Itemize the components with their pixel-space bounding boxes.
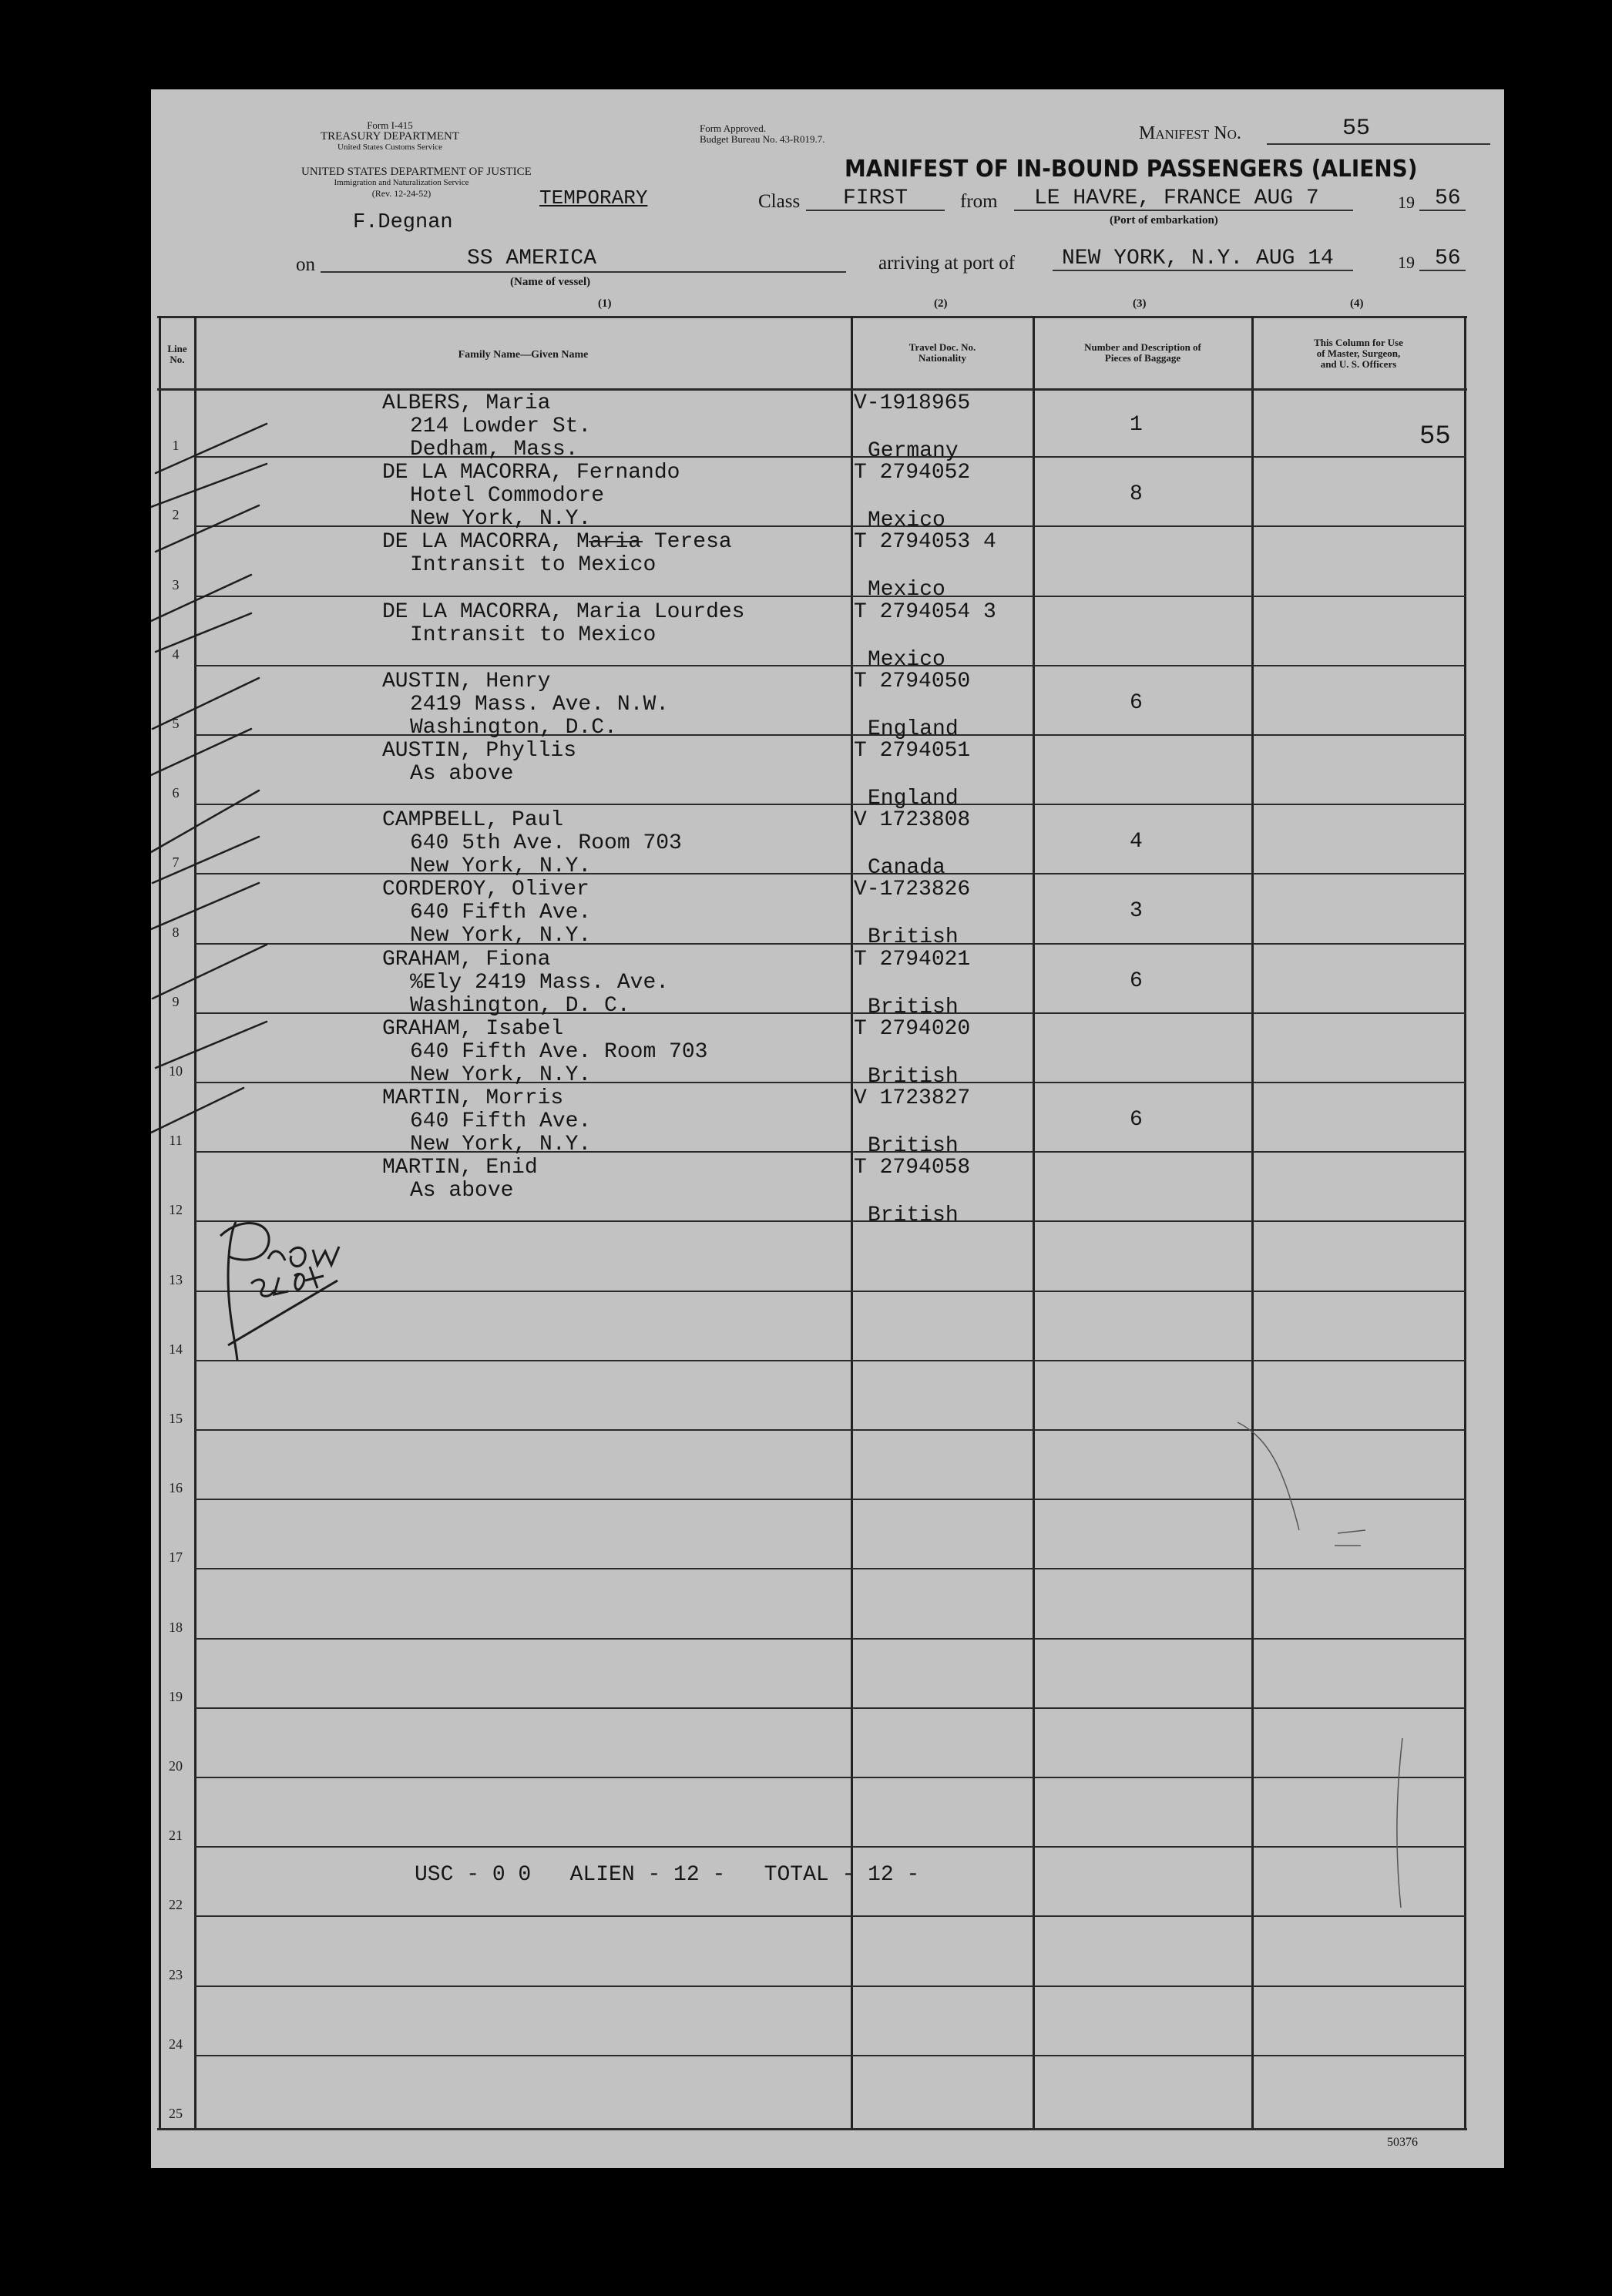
line-number: 16 <box>169 1480 183 1496</box>
justice-block: UNITED STATES DEPARTMENT OF JUSTICE Immigration and Naturalization Service (Rev. 12-24-52) <box>301 166 532 199</box>
passenger-address-line2: New York, N.Y. <box>410 924 592 948</box>
from-value: LE HAVRE, FRANCE AUG 7 <box>1034 186 1319 210</box>
travel-doc-number: T 2794052 <box>854 461 971 485</box>
travel-doc-number: V 1723827 <box>854 1086 971 1110</box>
line-number: 21 <box>169 1828 183 1844</box>
form-number-block: Form I-415 TREASURY DEPARTMENT United States Customs Service <box>320 119 460 152</box>
row-rule <box>194 2055 1466 2056</box>
line-number: 10 <box>169 1063 183 1079</box>
passenger-address-line1: 214 Lowder St. <box>410 415 592 438</box>
passenger-address-line1: 640 Fifth Ave. Room 703 <box>410 1039 708 1064</box>
travel-doc-number: T 2794051 <box>854 739 971 763</box>
year-depart: 56 <box>1435 186 1461 210</box>
manifest-title: MANIFEST OF IN-BOUND PASSENGERS (ALIENS) <box>845 156 1418 183</box>
baggage-count: 6 <box>1130 1108 1143 1132</box>
passenger-nationality: England <box>868 717 959 741</box>
year-arrive-underline <box>1419 270 1466 271</box>
passenger-nationality: British <box>868 1064 959 1089</box>
passenger-address-line2: Dedham, Mass. <box>410 438 579 462</box>
passenger-address-line1: 640 5th Ave. Room 703 <box>410 831 682 856</box>
line-number: 11 <box>169 1133 183 1149</box>
form-approved: Form Approved. Budget Bureau No. 43-R019.7. <box>700 123 825 145</box>
vessel-underline <box>321 271 846 273</box>
line-number: 4 <box>172 646 180 662</box>
passenger-nationality: Mexico <box>868 578 945 603</box>
col-num-2: (2) <box>934 297 948 310</box>
travel-doc-number: T 2794021 <box>854 947 971 972</box>
passenger-name: CORDEROY, Oliver <box>382 878 589 902</box>
vessel-caption: (Name of vessel) <box>510 276 591 288</box>
table-bottom-border <box>157 2128 1467 2130</box>
year-depart-underline <box>1419 210 1466 211</box>
line-number: 2 <box>172 507 180 523</box>
passenger-name: GRAHAM, Fiona <box>382 947 551 972</box>
header-travel-doc: Travel Doc. No. Nationality <box>908 341 976 364</box>
passenger-nationality: England <box>868 787 959 811</box>
baggage-count: 1 <box>1130 413 1143 437</box>
col-num-4: (4) <box>1350 297 1364 310</box>
baggage-count: 6 <box>1130 968 1143 993</box>
travel-doc-number: T 2794020 <box>854 1016 971 1041</box>
totals-line: USC - 0 0 ALIEN - 12 - TOTAL - 12 - <box>415 1863 920 1887</box>
passenger-nationality: Canada <box>868 856 945 881</box>
line-number: 25 <box>169 2106 183 2121</box>
passenger-nationality: Mexico <box>868 509 945 533</box>
passenger-nationality: British <box>868 925 959 950</box>
line-number: 22 <box>169 1897 183 1913</box>
passenger-address-line2: New York, N.Y. <box>410 1133 592 1156</box>
col-num-1: (1) <box>598 297 612 310</box>
arrival-underline <box>1053 270 1353 271</box>
line-number: 7 <box>172 854 180 871</box>
line-number: 24 <box>169 2036 183 2052</box>
line-number: 17 <box>169 1549 183 1566</box>
passenger-address-line1: Intransit to Mexico <box>410 553 657 578</box>
on-label: on <box>296 254 315 275</box>
passenger-name: ALBERS, Maria <box>382 391 551 415</box>
manifest-no-value: 55 <box>1342 116 1371 142</box>
baggage-count: 3 <box>1130 899 1143 924</box>
manifest-no-label: Manifest No. <box>1139 123 1241 143</box>
class-label: Class <box>758 191 801 212</box>
line-number: 9 <box>172 993 180 1009</box>
line-number: 13 <box>169 1271 183 1287</box>
passenger-address-line2: New York, N.Y. <box>410 854 592 879</box>
signature-text: Prow 340A <box>182 1191 186 1192</box>
passenger-name: MARTIN, Enid <box>382 1156 538 1180</box>
table-top-border <box>157 316 1467 318</box>
line-number: 18 <box>169 1619 183 1635</box>
passenger-address-line2: Washington, D.C. <box>410 715 617 740</box>
passenger-name: CAMPBELL, Paul <box>382 808 564 833</box>
passenger-address-line1: %Ely 2419 Mass. Ave. <box>410 970 670 995</box>
travel-doc-number: V-1723826 <box>854 878 971 902</box>
passenger-address-line1: Hotel Commodore <box>410 484 605 509</box>
baggage-count: 4 <box>1130 830 1143 854</box>
passenger-address-line1: Intransit to Mexico <box>410 623 657 647</box>
header-officers: This Column for Use of Master, Surgeon, and U. S. Officers <box>1314 337 1403 370</box>
arrival-value: NEW YORK, N.Y. AUG 14 <box>1062 247 1334 270</box>
passenger-name: DE LA MACORRA, Maria Lourdes <box>382 599 745 624</box>
manifest-sheet <box>151 89 1504 2168</box>
line-number: 23 <box>169 1966 183 1982</box>
footer-code: 50376 <box>1387 2136 1418 2149</box>
strikeout-mark <box>589 541 643 542</box>
passenger-name: AUSTIN, Phyllis <box>382 739 577 763</box>
travel-doc-number: T 2794050 <box>854 669 971 693</box>
passenger-nationality: Germany <box>868 439 959 463</box>
travel-doc-number: T 2794054 3 <box>854 599 996 624</box>
passenger-nationality: British <box>868 1134 959 1158</box>
travel-doc-number: T 2794053 4 <box>854 530 996 555</box>
header-baggage: Number and Description of Pieces of Baggage <box>1084 341 1201 364</box>
line-number: 6 <box>172 785 180 801</box>
line-number: 1 <box>172 438 180 454</box>
check-marks <box>151 390 459 1515</box>
passenger-name: DE LA MACORRA, Maria Teresa <box>382 530 732 555</box>
line-number: 12 <box>169 1202 183 1218</box>
year-prefix-arrive: 19 <box>1398 253 1415 272</box>
from-underline <box>1014 210 1353 211</box>
baggage-count: 6 <box>1130 690 1143 715</box>
line-number: 14 <box>169 1341 183 1357</box>
line-number: 3 <box>172 576 180 592</box>
passenger-address-line2: Washington, D. C. <box>410 993 630 1018</box>
passenger-address-line2: New York, N.Y. <box>410 507 592 532</box>
class-underline <box>806 210 945 211</box>
vessel-name: SS AMERICA <box>467 247 597 270</box>
officer-name: F.Degnan <box>353 211 453 234</box>
line-number: 19 <box>169 1688 183 1704</box>
year-arrive: 56 <box>1435 247 1461 270</box>
manifest-no-underline <box>1267 143 1490 145</box>
from-label: from <box>960 191 998 212</box>
passenger-address-line1: As above <box>410 762 514 786</box>
line-number: 15 <box>169 1411 183 1426</box>
port-caption: (Port of embarkation) <box>1110 214 1218 227</box>
passenger-name: MARTIN, Morris <box>382 1086 564 1110</box>
row-rule <box>194 1986 1466 1987</box>
year-prefix-depart: 19 <box>1398 193 1415 212</box>
passenger-nationality: British <box>868 995 959 1019</box>
travel-doc-number: V-1918965 <box>854 391 971 415</box>
header-name: Family Name—Given Name <box>458 349 589 361</box>
passenger-address-line2: New York, N.Y. <box>410 1062 592 1087</box>
pencil-marks <box>1230 1322 1476 1939</box>
passenger-name: AUSTIN, Henry <box>382 669 551 693</box>
passenger-address-line1: 2419 Mass. Ave. N.W. <box>410 692 670 717</box>
line-number: 20 <box>169 1758 183 1774</box>
travel-doc-number: V 1723808 <box>854 808 971 833</box>
class-value: FIRST <box>843 186 908 210</box>
passenger-nationality: Mexico <box>868 647 945 672</box>
passenger-address-line1: 640 Fifth Ave. <box>410 1109 592 1133</box>
passenger-name: GRAHAM, Isabel <box>382 1016 564 1041</box>
header-line-no: Line No. <box>167 343 187 365</box>
line-number: 8 <box>172 924 180 940</box>
travel-doc-number: T 2794058 <box>854 1156 971 1180</box>
baggage-count: 8 <box>1130 482 1143 507</box>
passenger-address-line1: 640 Fifth Ave. <box>410 901 592 925</box>
officer-note: 55 <box>1419 422 1451 451</box>
passenger-address-line1: As above <box>410 1179 514 1203</box>
temporary-stamp: TEMPORARY <box>539 186 648 210</box>
passenger-name: DE LA MACORRA, Fernando <box>382 461 680 485</box>
passenger-nationality: British <box>868 1203 959 1228</box>
arriving-label: arriving at port of <box>878 253 1016 274</box>
line-number: 5 <box>172 716 180 731</box>
col-num-3: (3) <box>1133 297 1147 310</box>
